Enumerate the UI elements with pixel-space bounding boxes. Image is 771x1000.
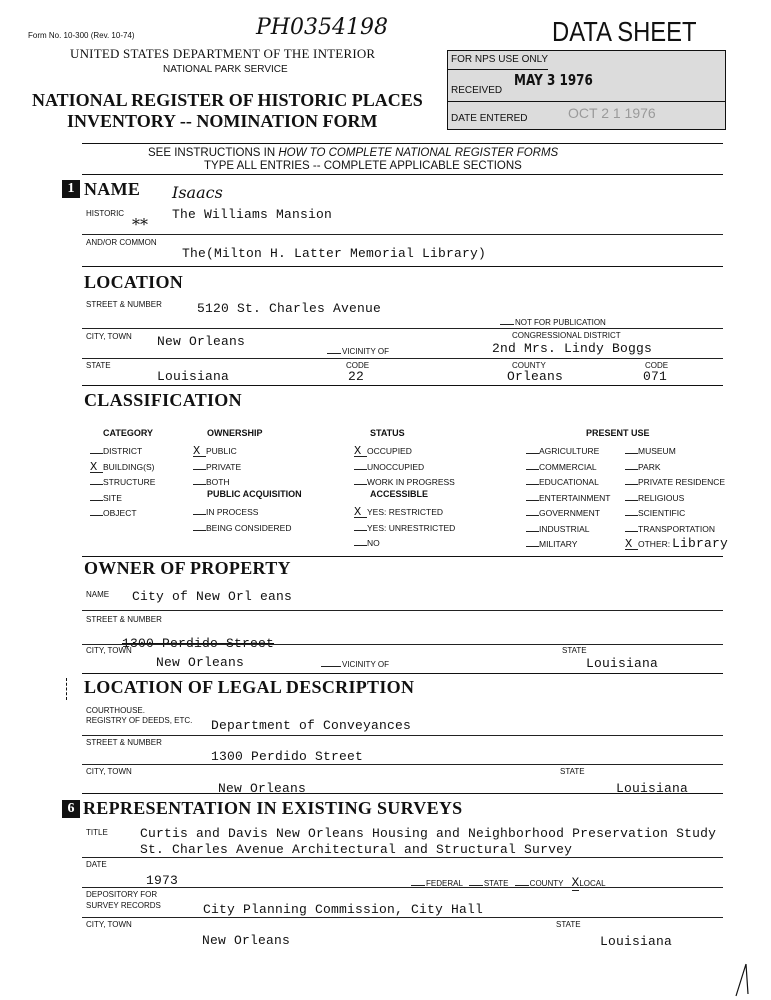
survey-date-label: DATE — [86, 860, 107, 869]
legal-city-value: New Orleans — [218, 781, 307, 793]
present-use-item — [625, 446, 676, 456]
present-use-item-mark — [625, 500, 638, 501]
accessible-item-mark: X — [354, 508, 367, 518]
survey-title-label: TITLE — [86, 828, 108, 837]
category-item — [90, 477, 155, 487]
instructions-line2: TYPE ALL ENTRIES -- COMPLETE APPLICABLE SECTIONS — [204, 160, 522, 172]
depository-label-2: SURVEY RECORDS — [86, 901, 161, 910]
ownership-item-label: PUBLIC — [206, 446, 237, 456]
ownership-item-mark — [193, 469, 206, 470]
date-entered-label: DATE ENTERED — [451, 113, 528, 124]
nps-use-only-label: FOR NPS USE ONLY — [451, 54, 549, 65]
present-use-item — [526, 446, 599, 456]
status-item — [354, 477, 455, 487]
common-name-label: AND/OR COMMON — [86, 238, 157, 247]
present-use-item — [526, 524, 590, 534]
present-use-item — [625, 508, 685, 518]
legal-street-label: STREET & NUMBER — [86, 738, 162, 747]
present-use-item-mark: X — [625, 540, 638, 550]
status-item-label: UNOCCUPIED — [367, 461, 425, 472]
date-entered-stamp: OCT 2 1 1976 — [568, 105, 656, 121]
survey-level-options: FEDERAL STATE COUNTY XLOCAL — [411, 875, 606, 890]
category-item-mark: X — [90, 463, 103, 473]
ownership-item-mark: X — [193, 447, 206, 457]
category-item-mark — [90, 500, 103, 501]
category-item — [90, 446, 142, 456]
acquisition-item-label: IN PROCESS — [206, 507, 259, 517]
category-item-label: DISTRICT — [103, 446, 143, 456]
present-use-item-label: PARK — [638, 461, 661, 472]
present-use-item-label: COMMERCIAL — [539, 461, 597, 472]
survey-date-value: 1973 — [146, 873, 179, 888]
present-use-item-mark — [526, 515, 539, 516]
not-for-publication: NOT FOR PUBLICATION — [500, 318, 606, 327]
category-item-label: BUILDING(S) — [103, 461, 155, 472]
present-use-item-label: EDUCATIONAL — [539, 477, 599, 487]
survey-state-label: STATE — [556, 920, 581, 929]
section-legal-heading: LOCATION OF LEGAL DESCRIPTION — [84, 677, 415, 697]
owner-state-label: STATE — [562, 646, 587, 655]
form-title-line1: NATIONAL REGISTER OF HISTORIC PLACES — [32, 90, 423, 110]
owner-city-label: CITY, TOWN — [86, 646, 132, 655]
section-surveys-heading: REPRESENTATION IN EXISTING SURVEYS — [83, 798, 463, 818]
present-use-item-label: TRANSPORTATION — [638, 523, 715, 534]
county-code-value: 071 — [643, 369, 668, 384]
present-use-item — [526, 539, 577, 549]
category-item-label: OBJECT — [103, 508, 137, 518]
legal-street-value: 1300 Perdido Street — [211, 749, 364, 764]
section-number-6: 6 — [62, 800, 80, 818]
acquisition-item — [193, 523, 292, 533]
acquisition-item-mark — [193, 514, 206, 515]
category-item-label: SITE — [103, 492, 122, 503]
status-item-label: WORK IN PROGRESS — [367, 477, 455, 487]
ownership-item — [193, 477, 230, 487]
present-use-item-label: AGRICULTURE — [539, 446, 600, 456]
accessible-item — [354, 523, 455, 533]
historic-name-value: The Williams Mansion — [172, 207, 333, 222]
section-number-1: 1 — [62, 180, 80, 198]
category-item — [90, 459, 155, 474]
present-use-item-mark — [526, 500, 539, 501]
category-item-mark — [90, 484, 103, 485]
owner-vicinity: VICINITY OF — [321, 660, 389, 669]
state-code-value: 22 — [348, 369, 365, 384]
section-classification-heading: CLASSIFICATION — [84, 390, 242, 410]
present-use-item — [526, 462, 597, 472]
location-vicinity: VICINITY OF — [327, 347, 389, 356]
form-title-line2: INVENTORY -- NOMINATION FORM — [67, 111, 378, 131]
status-title: STATUS — [370, 428, 405, 438]
acquisition-item-label: BEING CONSIDERED — [206, 522, 292, 533]
received-label: RECEIVED — [451, 85, 503, 96]
present-use-item-label: INDUSTRIAL — [539, 523, 590, 534]
present-use-item-label: MILITARY — [539, 539, 578, 549]
present-use-item — [625, 524, 715, 534]
accessible-item-mark — [354, 530, 367, 531]
present-use-item-label: GOVERNMENT — [539, 508, 600, 518]
present-use-item-label: ENTERTAINMENT — [539, 492, 611, 503]
owner-name-value: City of New Orl eans — [132, 589, 293, 604]
present-use-item — [526, 493, 610, 503]
location-city-label: CITY, TOWN — [86, 332, 132, 341]
service-name: NATIONAL PARK SERVICE — [163, 64, 288, 75]
survey-title-line2: St. Charles Avenue Architectural and Structural Survey — [140, 842, 573, 857]
courthouse-label-2: REGISTRY OF DEEDS, ETC. — [86, 716, 193, 725]
handwritten-isaacs: Isaacs — [172, 183, 223, 202]
present-use-title: PRESENT USE — [586, 428, 650, 438]
present-use-item — [526, 477, 599, 487]
county-code-label: CODE — [645, 361, 669, 370]
present-use-item-label: SCIENTIFIC — [638, 508, 686, 518]
present-use-item-mark — [526, 469, 539, 470]
legal-state-value: Louisiana — [616, 781, 689, 793]
present-use-item — [625, 539, 670, 550]
nps-use-only-box — [447, 50, 726, 130]
accessible-item-label: YES: UNRESTRICTED — [367, 522, 456, 533]
present-use-item — [625, 462, 661, 472]
present-use-item-label: PRIVATE RESIDENCE — [638, 477, 726, 487]
present-use-item — [526, 508, 600, 518]
survey-city-value: New Orleans — [202, 933, 291, 948]
present-use-item-mark — [625, 484, 638, 485]
historic-label: HISTORIC — [86, 209, 125, 218]
survey-city-label: CITY, TOWN — [86, 920, 132, 929]
form-number: Form No. 10-300 (Rev. 10-74) — [28, 31, 135, 40]
present-use-item-mark — [625, 515, 638, 516]
present-use-item-mark — [625, 453, 638, 454]
data-sheet-title: DATA SHEET — [552, 16, 697, 47]
pen-mark-icon — [732, 960, 762, 1000]
location-city-value: New Orleans — [157, 334, 246, 349]
category-item-mark — [90, 453, 103, 454]
handwritten-asterisks: ** — [132, 215, 148, 234]
public-acquisition-title: PUBLIC ACQUISITION — [207, 489, 302, 499]
accessible-item-mark — [354, 545, 367, 546]
status-item-mark: X — [354, 447, 367, 457]
section-location-heading: LOCATION — [84, 272, 184, 292]
legal-state-label: STATE — [560, 767, 585, 776]
ownership-title: OWNERSHIP — [207, 428, 263, 438]
legal-city-label: CITY, TOWN — [86, 767, 132, 776]
instructions-line1: SEE INSTRUCTIONS IN HOW TO COMPLETE NATIONAL REGISTER FORMS — [148, 147, 559, 159]
acquisition-item — [193, 507, 258, 517]
department-name: UNITED STATES DEPARTMENT OF THE INTERIOR — [70, 46, 376, 61]
handwritten-id: PH0354198 — [256, 15, 388, 40]
present-use-item-mark — [526, 531, 539, 532]
survey-title-line1: Curtis and Davis New Orleans Housing and Neighborhood Preservation Study — [140, 826, 717, 841]
accessible-item — [354, 507, 443, 518]
ownership-item-label: PRIVATE — [206, 461, 242, 472]
owner-street-value: 1300 Perdido Street — [122, 636, 275, 651]
status-item — [354, 462, 424, 472]
owner-city-value: New Orleans — [156, 655, 245, 670]
acquisition-item-mark — [193, 530, 206, 531]
present-use-item-mark — [526, 484, 539, 485]
category-item — [90, 493, 122, 503]
status-item-label: OCCUPIED — [367, 446, 412, 456]
present-use-item-mark — [526, 546, 539, 547]
owner-state-value: Louisiana — [586, 656, 659, 671]
accessible-item-label: NO — [367, 538, 380, 548]
location-street-label: STREET & NUMBER — [86, 300, 162, 309]
accessible-item — [354, 538, 380, 548]
present-use-item-mark — [625, 531, 638, 532]
present-use-item-mark — [625, 469, 638, 470]
owner-name-label: NAME — [86, 590, 110, 599]
county-label: COUNTY — [512, 361, 546, 370]
section-name-heading: NAME — [84, 179, 141, 199]
congressional-district-label: CONGRESSIONAL DISTRICT — [512, 331, 621, 340]
location-street-value: 5120 St. Charles Avenue — [197, 301, 382, 316]
ownership-item-label: BOTH — [206, 477, 230, 487]
ownership-item-mark — [193, 484, 206, 485]
depository-value: City Planning Commission, City Hall — [203, 902, 484, 917]
location-state-label: STATE — [86, 361, 111, 370]
congressional-district-value: 2nd Mrs. Lindy Boggs — [492, 341, 653, 356]
courthouse-label-1: COURTHOUSE. — [86, 706, 145, 715]
received-stamp: MAY 3 1976 — [514, 71, 593, 89]
state-code-label: CODE — [346, 361, 370, 370]
owner-street-label: STREET & NUMBER — [86, 615, 162, 624]
status-item — [354, 446, 412, 457]
survey-state-value: Louisiana — [600, 934, 673, 949]
present-use-item-label: RELIGIOUS — [638, 492, 685, 503]
common-name-value: The(Milton H. Latter Memorial Library) — [182, 246, 487, 261]
county-value: Orleans — [507, 369, 564, 384]
ownership-item — [193, 446, 237, 457]
category-item-label: STRUCTURE — [103, 477, 156, 487]
section-owner-heading: OWNER OF PROPERTY — [84, 558, 291, 578]
status-item-mark — [354, 469, 367, 470]
category-item — [90, 508, 137, 518]
present-use-item-label: OTHER: — [638, 539, 671, 549]
present-use-item-label: MUSEUM — [638, 446, 676, 456]
depository-label-1: DEPOSITORY FOR — [86, 890, 158, 899]
accessible-item-label: YES: RESTRICTED — [367, 507, 444, 517]
present-use-item — [625, 493, 684, 503]
present-use-item-mark — [526, 453, 539, 454]
present-use-item — [625, 477, 725, 487]
status-item-mark — [354, 484, 367, 485]
courthouse-value: Department of Conveyances — [211, 718, 412, 733]
category-title: CATEGORY — [103, 428, 154, 438]
accessible-title: ACCESSIBLE — [370, 489, 429, 499]
other-use-value: Library — [672, 536, 729, 551]
location-state-value: Louisiana — [157, 369, 230, 384]
ownership-item — [193, 462, 241, 472]
category-item-mark — [90, 515, 103, 516]
